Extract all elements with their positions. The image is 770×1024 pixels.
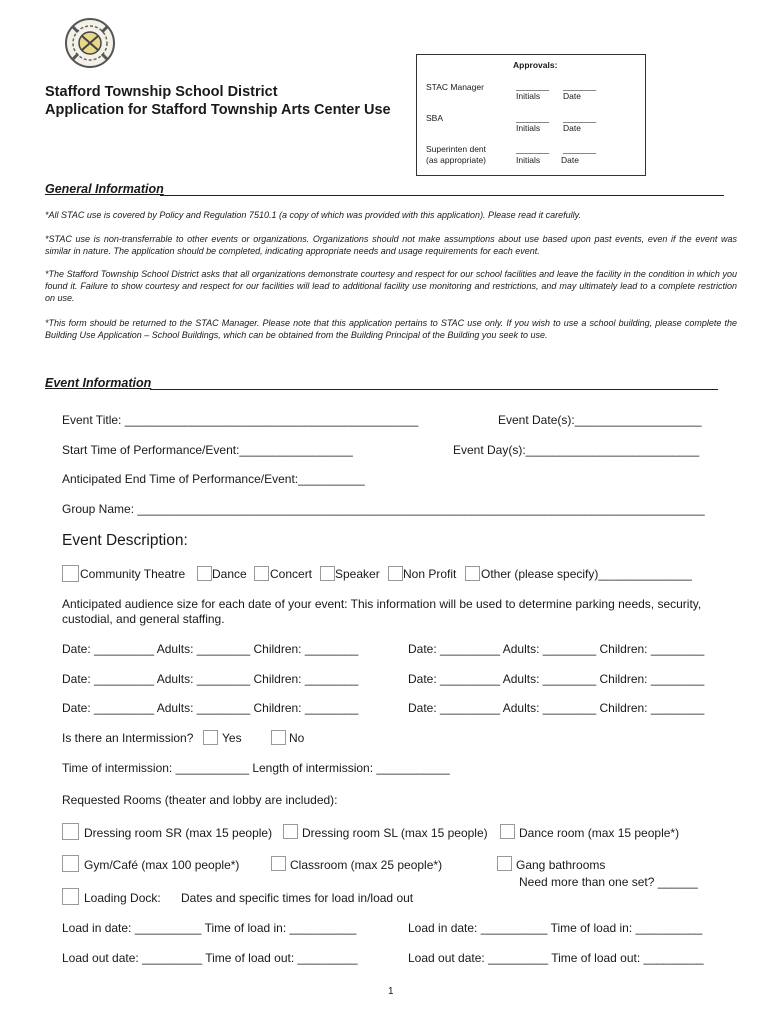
approvals-title: Approvals: (513, 60, 558, 70)
superintendent-date-line: _______ (563, 144, 597, 154)
audience-row-1-right[interactable]: Date: _________ Adults: ________ Children: ________ (408, 642, 705, 656)
general-info-rule (160, 195, 724, 196)
dance-checkbox[interactable] (197, 566, 212, 581)
gang-bathrooms-checkbox[interactable] (497, 856, 512, 871)
sba-initials-line: _______ (516, 113, 550, 123)
loading-dock-label: Loading Dock: (84, 891, 161, 905)
audience-instructions: Anticipated audience size for each date of your event: This information will be used to determine parking needs, security, custodial, and general staffing. (62, 597, 702, 626)
load-out-left-field[interactable]: Load out date: _________ Time of load out: _________ (62, 951, 358, 965)
end-time-field[interactable]: Anticipated End Time of Performance/Event:__________ (62, 472, 365, 486)
more-bathrooms-field[interactable]: Need more than one set? ______ (519, 875, 698, 889)
non-profit-checkbox[interactable] (388, 566, 403, 581)
gym-cafe-label: Gym/Café (max 100 people*) (84, 858, 240, 872)
district-title: Stafford Township School District (45, 84, 278, 100)
intermission-question: Is there an Intermission? (62, 731, 194, 745)
intermission-no-checkbox[interactable] (271, 730, 286, 745)
dance-room-label: Dance room (max 15 people*) (519, 826, 680, 840)
sba-date-label: Date (563, 123, 581, 133)
speaker-label: Speaker (335, 567, 380, 581)
non-profit-label: Non Profit (403, 567, 457, 581)
intermission-no-label: No (289, 731, 305, 745)
general-note-1: *All STAC use is covered by Policy and Regulation 7510.1 (a copy of which was provided with this application). Please read it carefully. (45, 210, 581, 220)
loading-dock-checkbox[interactable] (62, 888, 79, 905)
other-checkbox[interactable] (465, 566, 480, 581)
dressing-room-sr-label: Dressing room SR (max 15 people) (84, 826, 273, 840)
dance-label: Dance (212, 567, 247, 581)
intermission-time-field[interactable]: Time of intermission: ___________ Length of intermission: ___________ (62, 761, 450, 775)
dressing-room-sl-checkbox[interactable] (283, 824, 298, 839)
form-title: Application for Stafford Township Arts Center Use (45, 102, 391, 118)
load-in-left-field[interactable]: Load in date: __________ Time of load in: __________ (62, 921, 357, 935)
audience-row-2-right[interactable]: Date: _________ Adults: ________ Children: ________ (408, 672, 705, 686)
audience-row-3-right[interactable]: Date: _________ Adults: ________ Children: ________ (408, 701, 705, 715)
dance-room-checkbox[interactable] (500, 824, 515, 839)
event-dates-field[interactable]: Event Date(s):___________________ (498, 413, 702, 427)
superintendent-initials-label: Initials (516, 155, 541, 165)
superintendent-initials-line: _______ (516, 144, 550, 154)
superintendent-note: (as appropriate) (426, 155, 487, 165)
general-note-2: *STAC use is non-transferrable to other events or organizations. Organizations should not make assumptions about use based upon past events, even if the event was similar in nature. The application should be completed, indicating appropriate needs and usage requirements for each event. (45, 234, 737, 256)
concert-label: Concert (270, 567, 313, 581)
event-info-rule (150, 389, 718, 390)
stac-manager-date-line: _______ (563, 81, 597, 91)
classroom-label: Classroom (max 25 people*) (290, 858, 443, 872)
district-logo (60, 14, 120, 72)
general-info-heading: General Information (45, 182, 164, 196)
sba-initials-label: Initials (516, 123, 541, 133)
other-label[interactable]: Other (please specify)______________ (481, 567, 692, 581)
load-out-right-field[interactable]: Load out date: _________ Time of load out: _________ (408, 951, 704, 965)
approvals-box (416, 54, 646, 176)
audience-row-3-left[interactable]: Date: _________ Adults: ________ Children: ________ (62, 701, 359, 715)
gang-bathrooms-label: Gang bathrooms (516, 858, 606, 872)
general-note-3: *The Stafford Township School District asks that all organizations demonstrate courtesy and respect for our school facilities and leave the facility in the condition in which you found it. Failure to show courtesy and respect for our facilities will lead to additional facility use monitoring and restrictions, and may ultimately lead to a complete restriction on use. (45, 269, 737, 303)
superintendent-date-label: Date (561, 155, 579, 165)
stac-manager-initials-line: _______ (516, 81, 550, 91)
audience-row-2-left[interactable]: Date: _________ Adults: ________ Children: ________ (62, 672, 359, 686)
event-days-field[interactable]: Event Day(s):__________________________ (453, 443, 700, 457)
intermission-yes-checkbox[interactable] (203, 730, 218, 745)
concert-checkbox[interactable] (254, 566, 269, 581)
superintendent-label: Superinten dent (426, 144, 487, 154)
audience-row-1-left[interactable]: Date: _________ Adults: ________ Children: ________ (62, 642, 359, 656)
dressing-room-sr-checkbox[interactable] (62, 823, 79, 840)
intermission-yes-label: Yes (222, 731, 242, 745)
dressing-room-sl-label: Dressing room SL (max 15 people) (302, 826, 488, 840)
stac-manager-label: STAC Manager (426, 82, 484, 92)
sba-label: SBA (426, 113, 444, 123)
requested-rooms-label: Requested Rooms (theater and lobby are included): (62, 793, 338, 807)
speaker-checkbox[interactable] (320, 566, 335, 581)
loading-dock-note: Dates and specific times for load in/load out (181, 891, 414, 905)
sba-date-line: _______ (563, 113, 597, 123)
group-name-field[interactable]: Group Name: _____________________________________________________________________________________ (62, 502, 705, 516)
stac-manager-date-label: Date (563, 91, 581, 101)
stac-manager-initials-label: Initials (516, 91, 541, 101)
event-description-label: Event Description: (62, 532, 188, 549)
page-number: 1 (388, 986, 394, 997)
start-time-field[interactable]: Start Time of Performance/Event:_________________ (62, 443, 353, 457)
community-theatre-label: Community Theatre (80, 567, 186, 581)
event-info-heading: Event Information (45, 376, 152, 390)
gym-cafe-checkbox[interactable] (62, 855, 79, 872)
load-in-right-field[interactable]: Load in date: __________ Time of load in: __________ (408, 921, 703, 935)
community-theatre-checkbox[interactable] (62, 565, 79, 582)
general-note-4: *This form should be returned to the STAC Manager. Please note that this application pertains to STAC use only. If you wish to use a school building, please complete the Building Use Application – School Buildings, which can be obtained from the Building Principal of the Building you seek to use. (45, 318, 737, 340)
classroom-checkbox[interactable] (271, 856, 286, 871)
event-title-field[interactable]: Event Title: ____________________________________________ (62, 413, 419, 427)
